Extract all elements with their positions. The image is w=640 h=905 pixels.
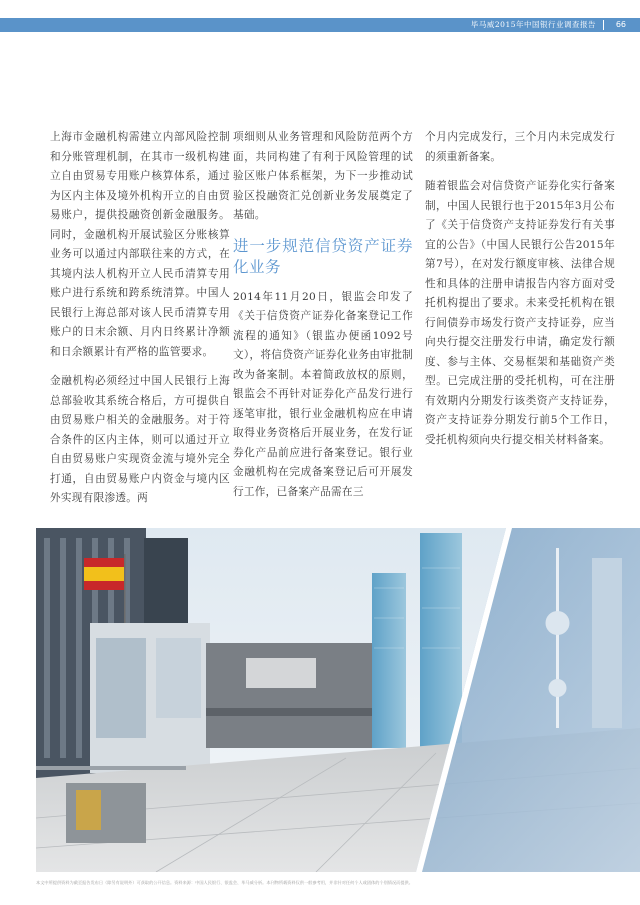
header-bar [0, 18, 640, 32]
report-title: 毕马威2015年中国银行业调查报告 [470, 20, 596, 29]
city-photo-illustration [36, 528, 640, 872]
paragraph: 上海市金融机构需建立内部风险控制和分账管理机制，在其市一级机构建立自由贸易专用账户核算体系，通过为区内主体及境外机构开立的自由贸易账户，提供投融资创新金融服务。同时，金融机构开展试验区分账核算业务可以通过内部联往来的方式，在其境内法人机构开立人民币清算专用账户进行系统和跨系统清算。中国人民银行上海总部对该人民币清算专用账户的日末余额、月内日终累计净额和日余额累计有严格的监管要求。 [50, 131, 230, 358]
paragraph: 项细则从业务管理和风险防范两个方面，共同构建了有利于风险管理的试验区账户体系框架，为下一步推动试验区投融资汇兑创新业务发展奠定了基础。 [233, 131, 413, 221]
paragraph: 2014年11月20日，银监会印发了《关于信贷资产证券化备案登记工作流程的通知》（银监办便函1092号文），将信贷资产证券化业务由审批制改为备案制。本着简政放权的原则，银监会不再针对证券化产品发行进行逐笔审批，银行业金融机构应在申请取得业务资格后开展业务，在发行证券化产品前应进行备案登记。银行业金融机构在完成备案登记后可开展发行工作，已备案产品需在三 [233, 290, 413, 498]
section-heading: 进一步规范信贷资产证券化业务 [233, 236, 413, 276]
paragraph: 金融机构必须经过中国人民银行上海总部验收其系统合格后，方可提供自由贸易账户相关的金融服务。对于符合条件的区内主体，则可以通过开立自由贸易账户实现资金流与境外完全打通，自由贸易账户内资金与境内区外实现有限渗透。两 [50, 375, 230, 504]
text-column-3 [425, 128, 615, 460]
page-number: 66 [615, 20, 626, 29]
city-photo [36, 528, 640, 872]
text-column-2 [233, 128, 413, 512]
footnote: 本文中所提供资料为截至报告发布日（除另有说明外）可获取的公开信息。资料来源：中国人民银行、银监会、毕马威分析。本刊物所载资料仅供一般参考用，并非针对任何个人或团体的个别情况而提供。 [36, 880, 413, 885]
paragraph: 随着银监会对信贷资产证券化实行备案制，中国人民银行也于2015年3月公布了《关于信贷资产支持证券发行有关事宜的公告》（中国人民银行公告2015年第7号），在对发行额度审核、法律合规性和具体的注册申请报告内容方面对受托机构提出了要求。未来受托机构在银行间债券市场发行资产支持证券，应当向央行提交注册发行申请，确定发行额度、参与主体、交易框架和基础资产类型。已完成注册的受托机构，可在注册有效期内分期发行该类资产支持证券，资产支持证券分期发行前5个工作日，受托机构须向央行提交相关材料备案。 [425, 180, 615, 446]
paragraph: 个月内完成发行，三个月内未完成发行的须重新备案。 [425, 131, 615, 163]
header-divider [603, 20, 604, 30]
text-column-1 [50, 128, 230, 519]
